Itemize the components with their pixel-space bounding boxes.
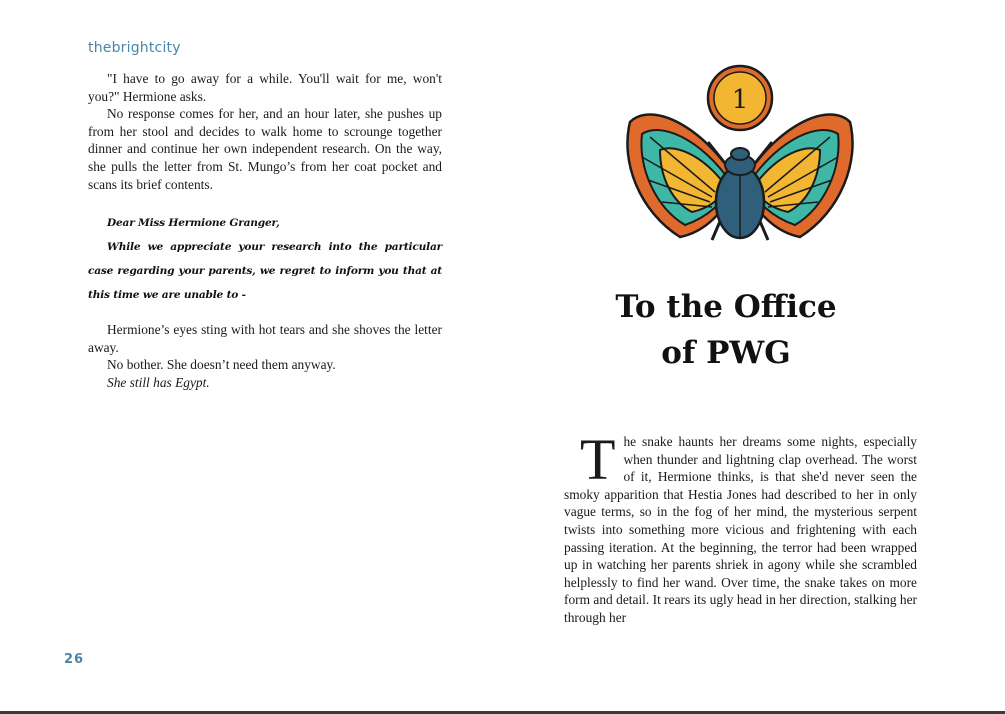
paragraph: No response comes for her, and an hour later, she pushes up from her stool and decides to walk home to scrounge together dinner and continue her own independent research. On the way, she pulls the letter from St. Mungo’s from her coat pocket and scans its brief contents. bbox=[88, 106, 442, 192]
letter-excerpt bbox=[88, 211, 442, 307]
chapter-body: he snake haunts her dreams some nights, especially when thunder and lightning clap overhead. The worst of it, Hermione thinks, is that she'd never seen the smoky apparition that Hestia Jones had described to her in only vague terms, so in the fog of her mind, the mysterious serpent twists into something more vicious and frightening with each passing iteration. At the beginning, the terror had been wrapped up in watching her parents shriek in agony while she scrambled helplessly to find her wand. Over time, the snake takes on more form and detail. It rears its ugly head in her direction, stalking her through her bbox=[564, 434, 917, 625]
page-number: 26 bbox=[64, 652, 85, 667]
paragraph: "I have to go away for a while. You'll wait for me, won't you?" Hermione asks. bbox=[88, 71, 442, 104]
paragraph: No bother. She doesn’t need them anyway. bbox=[107, 357, 336, 373]
chapter-title-line-2: of PWG bbox=[661, 335, 791, 371]
winged-scarab-icon bbox=[620, 62, 860, 262]
chapter-title-line-1: To the Office bbox=[615, 289, 837, 325]
chapter-number: 1 bbox=[731, 85, 749, 115]
paragraph: Hermione’s eyes sting with hot tears and she shoves the letter away. bbox=[88, 322, 442, 355]
chapter-body-text bbox=[564, 427, 917, 627]
italic-paragraph: She still has Egypt. bbox=[107, 374, 210, 390]
chapter-title bbox=[584, 284, 868, 376]
site-name-header: thebrightcity bbox=[88, 40, 181, 56]
drop-cap: T bbox=[580, 427, 616, 492]
letter-salutation: Dear Miss Hermione Granger, bbox=[107, 217, 280, 230]
sun-disc bbox=[708, 66, 772, 130]
letter-body: While we appreciate your research into the particular case regarding your parents, we regret to inform you that at this time we are unable to - bbox=[88, 241, 442, 302]
left-page-text bbox=[88, 70, 442, 392]
